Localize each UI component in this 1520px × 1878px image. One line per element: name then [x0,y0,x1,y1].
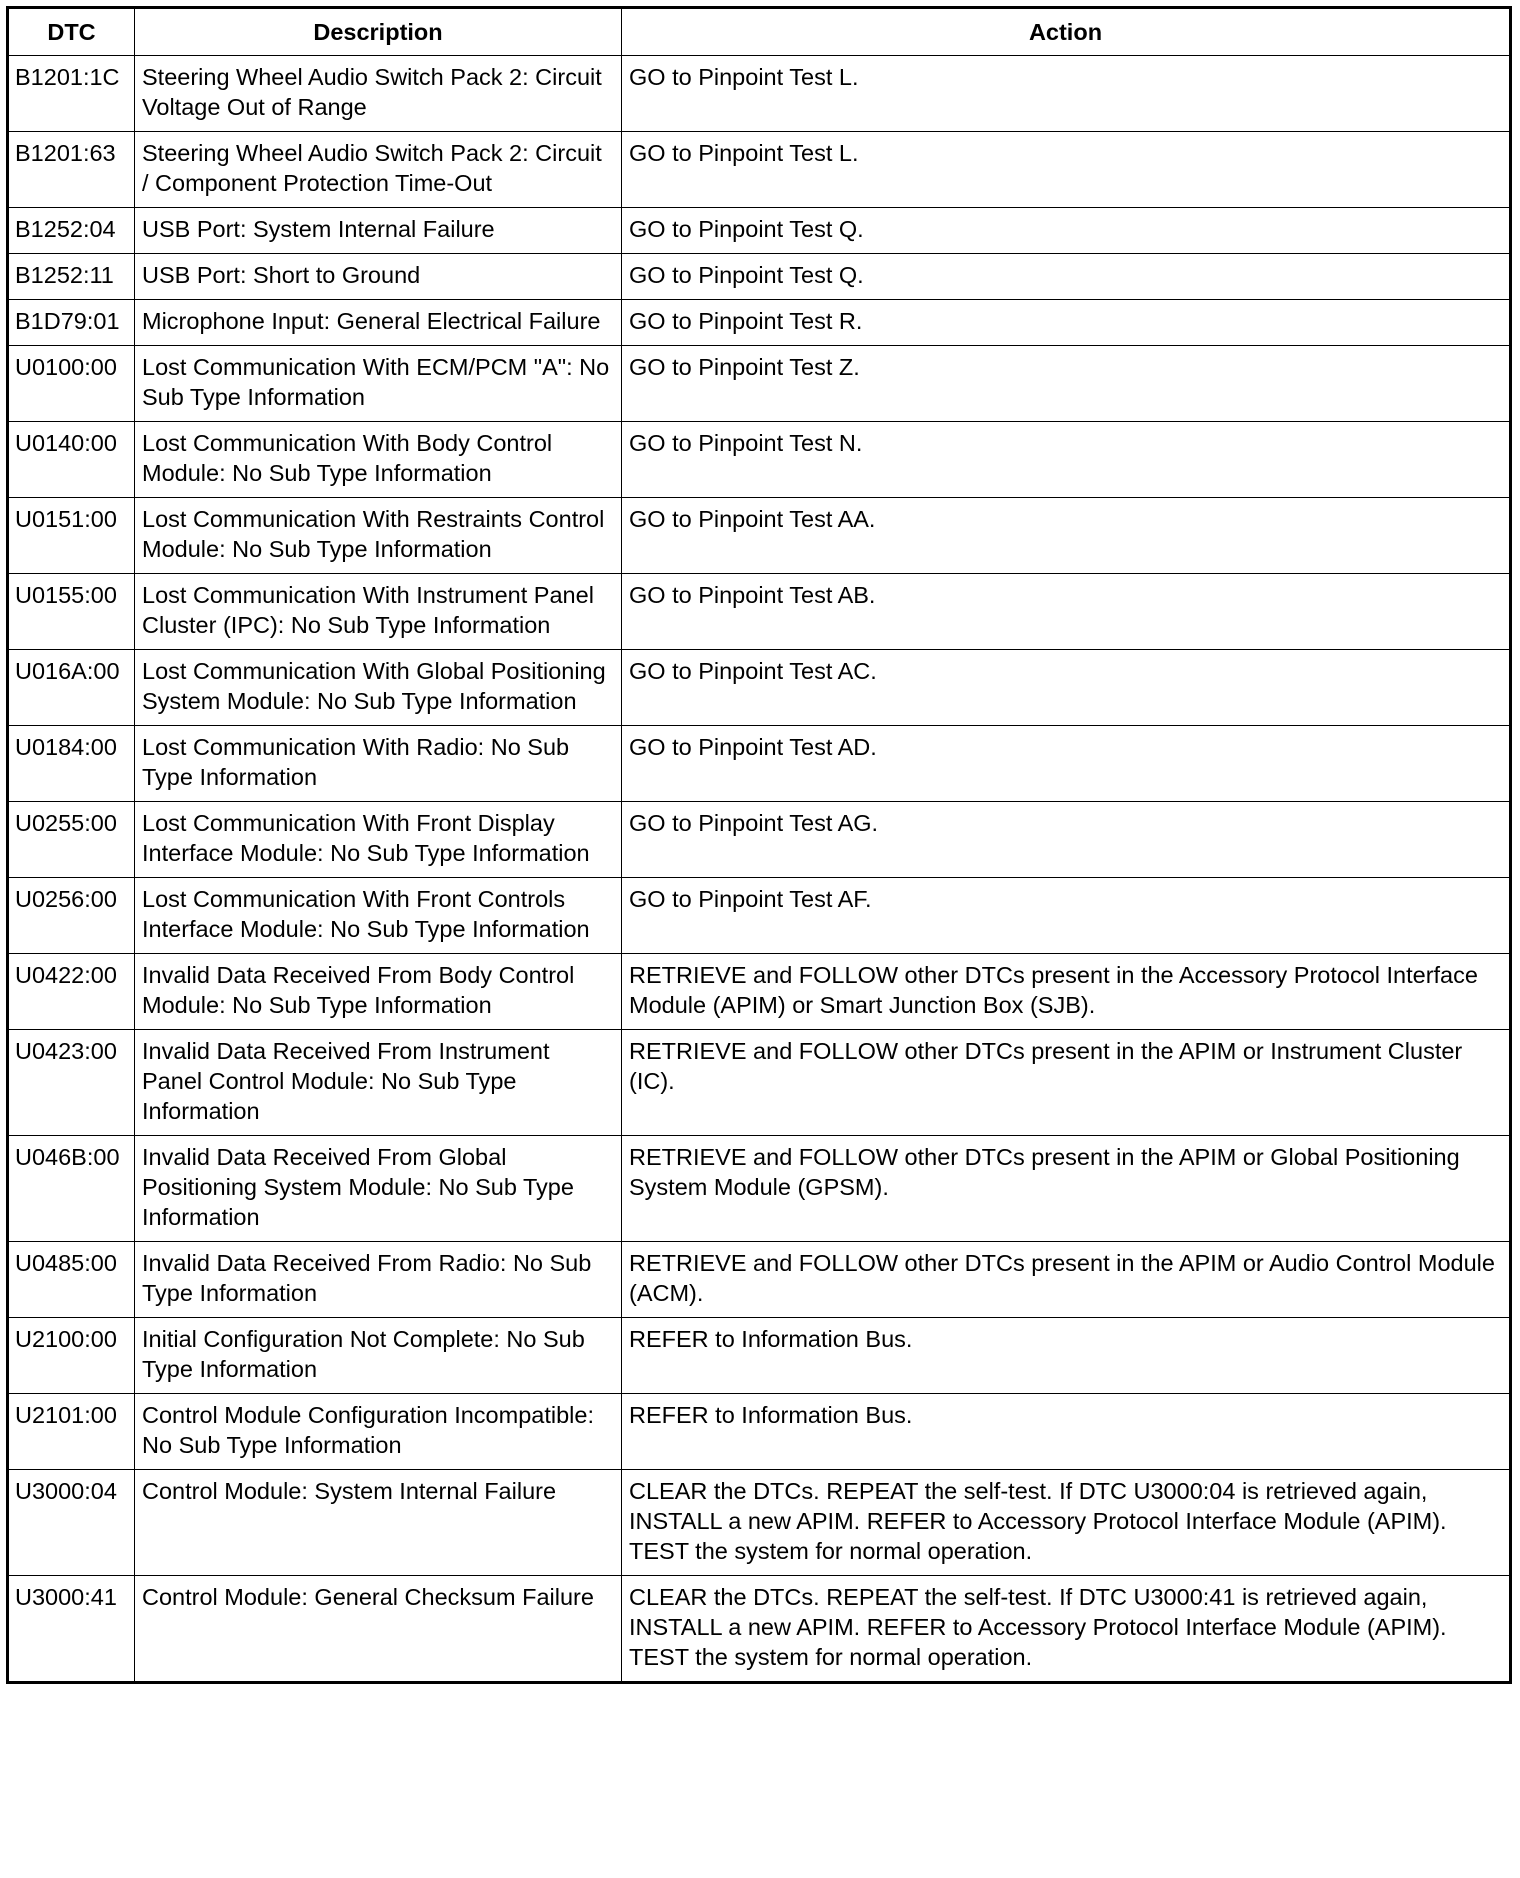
description-cell: Control Module: System Internal Failure [135,1470,622,1576]
description-cell: Microphone Input: General Electrical Failure [135,300,622,346]
table-row [8,56,1511,132]
action-cell: GO to Pinpoint Test L. [622,56,1511,132]
description-cell: Steering Wheel Audio Switch Pack 2: Circuit Voltage Out of Range [135,56,622,132]
dtc-code-cell: U0151:00 [8,498,135,574]
dtc-code-cell: U0155:00 [8,574,135,650]
table-row [8,300,1511,346]
description-cell: Lost Communication With Restraints Control Module: No Sub Type Information [135,498,622,574]
description-cell: Lost Communication With Front Display Interface Module: No Sub Type Information [135,802,622,878]
action-cell: CLEAR the DTCs. REPEAT the self-test. If DTC U3000:41 is retrieved again, INSTALL a new APIM. REFER to Accessory Protocol Interface Module (APIM). TEST the system for normal operation. [622,1576,1511,1683]
description-cell: USB Port: Short to Ground [135,254,622,300]
dtc-code-cell: U3000:41 [8,1576,135,1683]
table-row [8,954,1511,1030]
action-cell: GO to Pinpoint Test L. [622,132,1511,208]
column-header-description: Description [135,8,622,56]
action-cell: CLEAR the DTCs. REPEAT the self-test. If DTC U3000:04 is retrieved again, INSTALL a new APIM. REFER to Accessory Protocol Interface Module (APIM). TEST the system for normal operation. [622,1470,1511,1576]
dtc-code-cell: U2100:00 [8,1318,135,1394]
description-cell: Lost Communication With Instrument Panel Cluster (IPC): No Sub Type Information [135,574,622,650]
table-row [8,132,1511,208]
action-cell: GO to Pinpoint Test AF. [622,878,1511,954]
action-cell: GO to Pinpoint Test AC. [622,650,1511,726]
description-cell: Lost Communication With Global Positioning System Module: No Sub Type Information [135,650,622,726]
action-cell: GO to Pinpoint Test AB. [622,574,1511,650]
action-cell: RETRIEVE and FOLLOW other DTCs present in the APIM or Audio Control Module (ACM). [622,1242,1511,1318]
dtc-code-cell: B1201:63 [8,132,135,208]
action-cell: GO to Pinpoint Test N. [622,422,1511,498]
table-row [8,1242,1511,1318]
action-cell: REFER to Information Bus. [622,1318,1511,1394]
description-cell: Control Module: General Checksum Failure [135,1576,622,1683]
dtc-code-cell: B1201:1C [8,56,135,132]
dtc-code-cell: U2101:00 [8,1394,135,1470]
dtc-code-cell: U0422:00 [8,954,135,1030]
action-cell: GO to Pinpoint Test Q. [622,254,1511,300]
dtc-code-cell: U0184:00 [8,726,135,802]
dtc-code-cell: U0423:00 [8,1030,135,1136]
table-row [8,254,1511,300]
action-cell: GO to Pinpoint Test AD. [622,726,1511,802]
description-cell: Invalid Data Received From Global Positioning System Module: No Sub Type Information [135,1136,622,1242]
dtc-code-cell: U016A:00 [8,650,135,726]
description-cell: Lost Communication With Radio: No Sub Type Information [135,726,622,802]
dtc-code-cell: U0140:00 [8,422,135,498]
dtc-code-cell: U0485:00 [8,1242,135,1318]
description-cell: USB Port: System Internal Failure [135,208,622,254]
column-header-action: Action [622,8,1511,56]
dtc-code-cell: U0100:00 [8,346,135,422]
action-cell: REFER to Information Bus. [622,1394,1511,1470]
dtc-code-cell: B1252:11 [8,254,135,300]
description-cell: Lost Communication With ECM/PCM "A": No Sub Type Information [135,346,622,422]
table-row [8,422,1511,498]
table-row [8,574,1511,650]
description-cell: Invalid Data Received From Instrument Panel Control Module: No Sub Type Information [135,1030,622,1136]
table-row [8,1030,1511,1136]
action-cell: GO to Pinpoint Test AG. [622,802,1511,878]
table-row [8,208,1511,254]
dtc-table-container [6,6,1509,1684]
description-cell: Steering Wheel Audio Switch Pack 2: Circuit / Component Protection Time-Out [135,132,622,208]
description-cell: Control Module Configuration Incompatible: No Sub Type Information [135,1394,622,1470]
description-cell: Lost Communication With Front Controls Interface Module: No Sub Type Information [135,878,622,954]
dtc-code-cell: U3000:04 [8,1470,135,1576]
table-row [8,650,1511,726]
table-header-row [8,8,1511,56]
table-row [8,726,1511,802]
table-row [8,1318,1511,1394]
dtc-code-cell: B1252:04 [8,208,135,254]
description-cell: Initial Configuration Not Complete: No Sub Type Information [135,1318,622,1394]
table-row [8,1136,1511,1242]
action-cell: GO to Pinpoint Test R. [622,300,1511,346]
description-cell: Invalid Data Received From Body Control Module: No Sub Type Information [135,954,622,1030]
action-cell: RETRIEVE and FOLLOW other DTCs present in the Accessory Protocol Interface Module (APIM) or Smart Junction Box (SJB). [622,954,1511,1030]
dtc-table [6,6,1512,1684]
description-cell: Lost Communication With Body Control Module: No Sub Type Information [135,422,622,498]
table-row [8,802,1511,878]
table-row [8,346,1511,422]
action-cell: RETRIEVE and FOLLOW other DTCs present in the APIM or Instrument Cluster (IC). [622,1030,1511,1136]
action-cell: GO to Pinpoint Test Z. [622,346,1511,422]
table-row [8,498,1511,574]
table-row [8,878,1511,954]
dtc-code-cell: B1D79:01 [8,300,135,346]
description-cell: Invalid Data Received From Radio: No Sub Type Information [135,1242,622,1318]
dtc-code-cell: U046B:00 [8,1136,135,1242]
action-cell: GO to Pinpoint Test AA. [622,498,1511,574]
action-cell: GO to Pinpoint Test Q. [622,208,1511,254]
table-row [8,1394,1511,1470]
action-cell: RETRIEVE and FOLLOW other DTCs present in the APIM or Global Positioning System Module (GPSM). [622,1136,1511,1242]
column-header-dtc: DTC [8,8,135,56]
table-row [8,1470,1511,1576]
dtc-code-cell: U0255:00 [8,802,135,878]
table-row [8,1576,1511,1683]
dtc-code-cell: U0256:00 [8,878,135,954]
